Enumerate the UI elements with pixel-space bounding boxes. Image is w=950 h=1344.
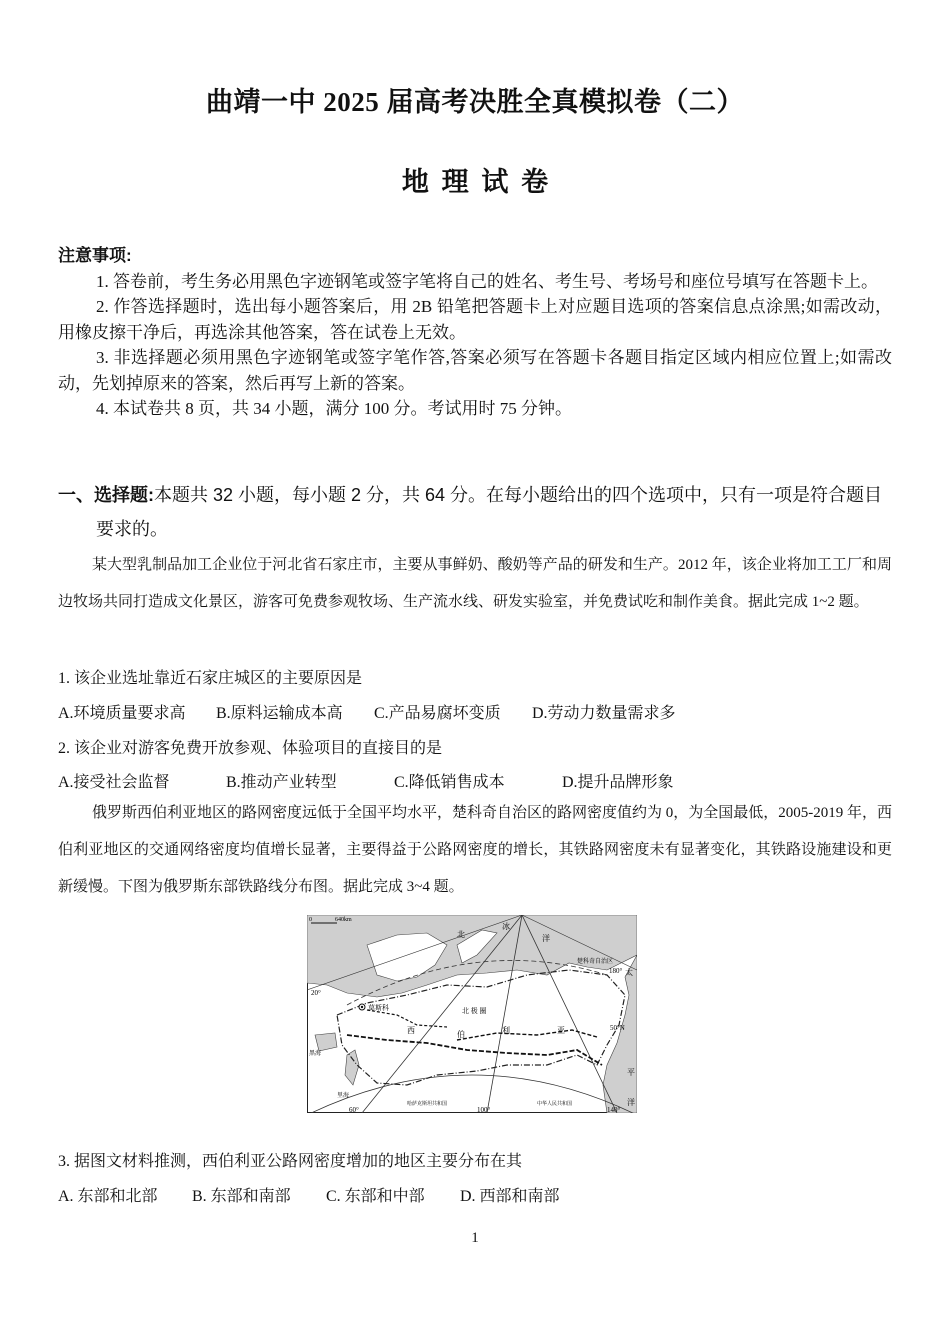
ocean-label: 北 bbox=[457, 930, 465, 939]
svg-text:0: 0 bbox=[309, 917, 312, 923]
option-d[interactable]: D.劳动力数量需求多 bbox=[532, 705, 676, 722]
question-3-options bbox=[58, 1183, 892, 1206]
section-label: 选择题: bbox=[94, 485, 154, 505]
notes-heading: 注意事项: bbox=[58, 246, 132, 265]
lon-label: 60° bbox=[349, 1106, 359, 1113]
lat-label: 50°N bbox=[610, 1024, 625, 1032]
question-1-stem: 1. 该企业选址靠近石家庄城区的主要原因是 bbox=[58, 670, 363, 687]
option-a[interactable]: A.接受社会监督 bbox=[58, 774, 170, 791]
notes-item: 2. 作答选择题时，选出每小题答案后，用 2B 铅笔把答题卡上对应题目选项的答案信息点涂黑;如需改动，用橡皮擦干净后，再选涂其他答案，答在试卷上无效。 bbox=[58, 297, 892, 342]
siberia-label: 利 bbox=[502, 1026, 510, 1035]
passage-1: 某大型乳制品加工企业位于河北省石家庄市，主要从事鲜奶、酸奶等产品的研发和生产。2012 年，该企业将加工工厂和周边牧场共同打造成文化景区，游客可免费参观牧场、生产流水线、研发实验室，并免费试吃和制作美食。据此完成 1~2 题。 bbox=[58, 557, 892, 610]
notes-item: 4. 本试卷共 8 页，共 34 小题，满分 100 分。考试用时 75 分钟。 bbox=[96, 399, 572, 418]
russia-railway-map bbox=[307, 915, 637, 1113]
page-number: 1 bbox=[471, 1230, 479, 1246]
lon-label: 100° bbox=[477, 1106, 491, 1113]
pacific-label: 洋 bbox=[627, 1098, 635, 1107]
notes-item: 1. 答卷前，考生务必用黑色字迹钢笔或签字笔将自己的姓名、考生号、考场号和座位号填写在答题卡上。 bbox=[96, 271, 878, 291]
option-a[interactable]: A.环境质量要求高 bbox=[58, 705, 186, 722]
section-instructions: 本题共 32 小题，每小题 2 分，共 64 分。在每小题给出的四个选项中，只有一项是符合题目要求的。 bbox=[96, 485, 883, 539]
kazakhstan-label: 哈萨克斯坦共和国 bbox=[407, 1102, 448, 1107]
scale-label: 640km bbox=[335, 917, 352, 923]
black-sea-label: 黑海 bbox=[309, 1051, 322, 1057]
option-c[interactable]: C. 东部和中部 bbox=[326, 1188, 425, 1205]
pacific-label: 平 bbox=[627, 1068, 635, 1077]
option-b[interactable]: B.推动产业转型 bbox=[226, 774, 337, 791]
lat-label: 20° bbox=[311, 989, 321, 997]
siberia-label: 伯 bbox=[457, 1030, 465, 1039]
option-a[interactable]: A. 东部和北部 bbox=[58, 1188, 158, 1205]
passage-2: 俄罗斯西伯利亚地区的路网密度远低于全国平均水平，楚科奇自治区的路网密度值约为 0，为全国最低，2005-2019 年，西伯利亚地区的交通网络密度均值增长显著，主要得益于公路网密度的增长，其铁路网密度未有显著变化，其铁路设施建设和更新缓慢。下图为俄罗斯东部铁路线分布图。据此完成 3~4 题。 bbox=[58, 805, 893, 895]
question-2-options bbox=[58, 769, 892, 792]
question-2-stem: 2. 该企业对游客免费开放参观、体验项目的直接目的是 bbox=[58, 740, 443, 757]
lon-label: 180° bbox=[609, 967, 623, 975]
siberia-label: 西 bbox=[407, 1026, 415, 1035]
section-heading bbox=[58, 478, 892, 546]
option-d[interactable]: D. 西部和南部 bbox=[460, 1188, 560, 1205]
question-1-options bbox=[58, 700, 892, 723]
pacific-label: 太 bbox=[625, 968, 633, 977]
option-c[interactable]: C.产品易腐坏变质 bbox=[374, 705, 501, 722]
ocean-label: 洋 bbox=[542, 934, 550, 943]
siberia-label: 亚 bbox=[557, 1026, 565, 1035]
moscow-label: 莫斯科 bbox=[368, 1004, 389, 1012]
exam-subject: 地 理 试 卷 bbox=[401, 167, 549, 197]
ocean-label: 冰 bbox=[502, 922, 510, 931]
notes-block bbox=[58, 243, 892, 422]
arctic-circle-label: 北 极 圈 bbox=[462, 1007, 487, 1015]
lon-label: 140° bbox=[607, 1106, 621, 1113]
exam-title: 曲靖一中 2025 届高考决胜全真模拟卷（二） bbox=[206, 87, 744, 117]
option-d[interactable]: D.提升品牌形象 bbox=[562, 774, 674, 791]
option-b[interactable]: B. 东部和南部 bbox=[192, 1188, 291, 1205]
chukotka-label: 楚科奇自治区 bbox=[577, 959, 614, 965]
china-label: 中华人民共和国 bbox=[537, 1102, 573, 1107]
notes-item: 3. 非选择题必须用黑色字迹钢笔或签字笔作答,答案必须写在答题卡各题目指定区域内相应位置上;如需改动，先划掉原来的答案，然后再写上新的答案。 bbox=[58, 348, 892, 393]
question-3-stem: 3. 据图文材料推测，西伯利亚公路网密度增加的地区主要分布在其 bbox=[58, 1153, 523, 1170]
option-b[interactable]: B.原料运输成本高 bbox=[216, 705, 343, 722]
option-c[interactable]: C.降低销售成本 bbox=[394, 774, 505, 791]
caspian-label: 里海 bbox=[337, 1093, 350, 1099]
section-number: 一、 bbox=[58, 485, 94, 505]
